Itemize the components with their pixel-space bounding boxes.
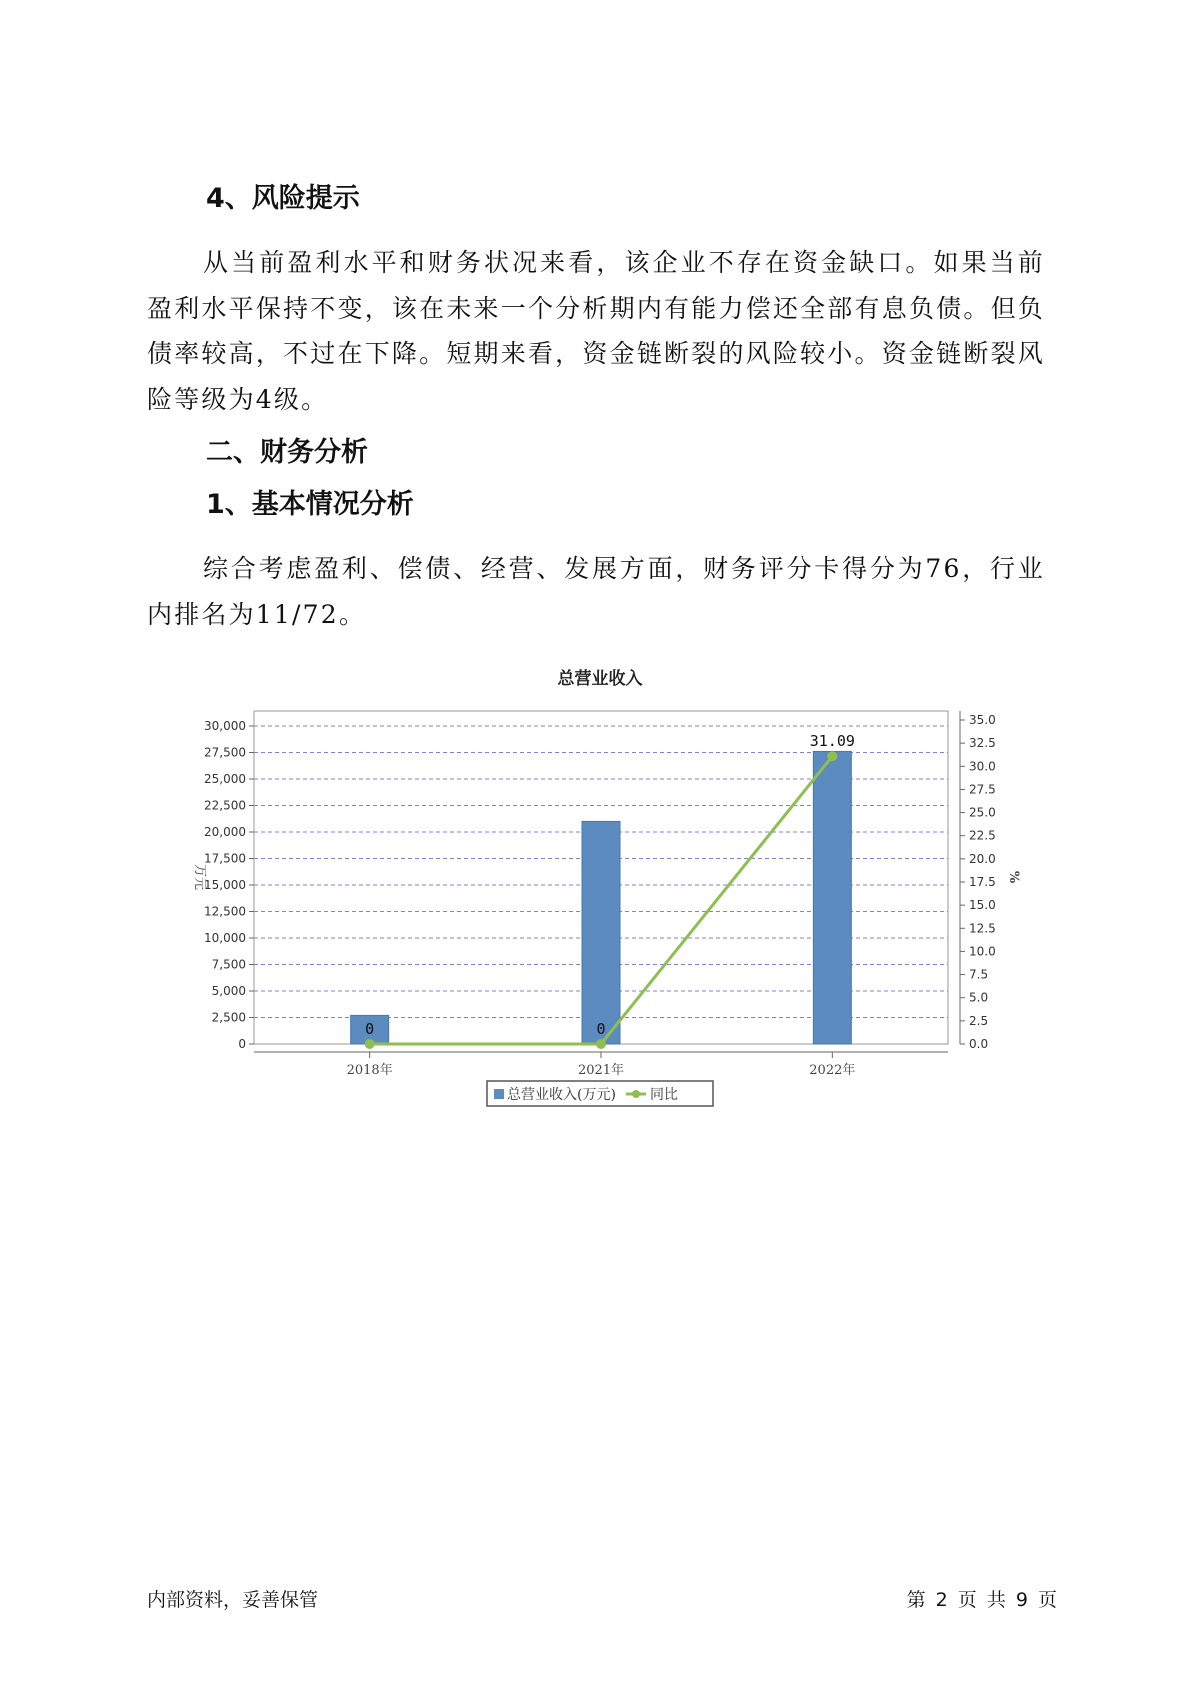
yoy-point xyxy=(365,1039,375,1049)
left-tick-label: 12,500 xyxy=(204,904,246,919)
x-tick-label: 2022年 xyxy=(809,1063,856,1078)
right-tick-label: 5.0 xyxy=(969,990,989,1005)
right-axis-ticks xyxy=(960,713,996,1051)
yoy-data-label: 0 xyxy=(365,1020,375,1038)
right-tick-label: 17.5 xyxy=(969,875,996,889)
paragraph-basic: 综合考虑盈利、偿债、经营、发展方面，财务评分卡得分为76，行业内排名为11/72。 xyxy=(147,554,1045,629)
left-tick-label: 15,000 xyxy=(204,878,246,892)
left-tick-label: 30,000 xyxy=(204,719,246,733)
revenue-chart xyxy=(170,655,1030,1135)
chart-title: 总营业收入 xyxy=(557,669,643,689)
right-tick-label: 12.5 xyxy=(969,921,996,936)
right-tick-label: 22.5 xyxy=(969,828,996,843)
heading-basic: 1、基本情况分析 xyxy=(206,489,414,520)
right-tick-label: 25.0 xyxy=(969,805,996,820)
right-tick-label: 2.5 xyxy=(969,1013,989,1028)
right-tick-label: 0.0 xyxy=(969,1037,989,1051)
left-axis-ticks xyxy=(204,719,254,1051)
legend-swatch-dot xyxy=(632,1090,640,1098)
right-tick-label: 35.0 xyxy=(969,713,996,727)
left-tick-label: 27,500 xyxy=(204,745,246,760)
x-tick-label: 2018年 xyxy=(346,1063,393,1078)
legend-label-yoy: 同比 xyxy=(650,1087,678,1103)
right-tick-label: 32.5 xyxy=(969,736,996,751)
x-tick-label: 2021年 xyxy=(577,1063,625,1078)
bar xyxy=(813,751,851,1044)
yoy-data-label: 0 xyxy=(596,1020,606,1038)
yoy-point xyxy=(596,1039,606,1049)
left-tick-label: 17,500 xyxy=(204,851,246,866)
left-tick-label: 25,000 xyxy=(204,772,246,786)
left-tick-label: 10,000 xyxy=(204,931,246,945)
left-tick-label: 22,500 xyxy=(204,798,246,813)
right-tick-label: 15.0 xyxy=(969,898,996,913)
paragraph-risk: 从当前盈利水平和财务状况来看，该企业不存在资金缺口。如果当前盈利水平保持不变，该在未来一个分析期内有能力偿还全部有息负债。但负债率较高，不过在下降。短期来看，资金链断裂的风险较小。资金链断裂风险等级为4级。 xyxy=(147,248,1045,414)
right-tick-label: 20.0 xyxy=(969,851,996,866)
yoy-data-label: 31.09 xyxy=(809,732,855,751)
heading-finance: 二、财务分析 xyxy=(206,437,368,468)
left-tick-label: 7,500 xyxy=(211,957,246,972)
left-axis-label: 万元 xyxy=(192,863,207,891)
footer-left: 内部资料，妥善保管 xyxy=(147,1589,319,1611)
yoy-point xyxy=(827,751,837,761)
footer-page-number: 第 2 页 共 9 页 xyxy=(906,1589,1057,1611)
heading-risk: 4、风险提示 xyxy=(206,183,360,214)
x-axis-ticks xyxy=(347,1052,856,1078)
bar xyxy=(582,821,620,1044)
right-tick-label: 7.5 xyxy=(969,967,989,982)
left-tick-label: 5,000 xyxy=(211,984,246,998)
right-tick-label: 27.5 xyxy=(969,782,996,797)
legend-label-revenue: 总营业收入(万元) xyxy=(507,1087,616,1103)
left-tick-label: 0 xyxy=(238,1037,246,1051)
right-tick-label: 10.0 xyxy=(969,944,996,959)
legend xyxy=(487,1081,713,1106)
right-tick-label: 30.0 xyxy=(969,759,996,774)
left-tick-label: 2,500 xyxy=(211,1010,246,1025)
legend-swatch-bar xyxy=(494,1089,504,1099)
right-axis-label: % xyxy=(1006,870,1021,884)
left-tick-label: 20,000 xyxy=(204,825,246,839)
